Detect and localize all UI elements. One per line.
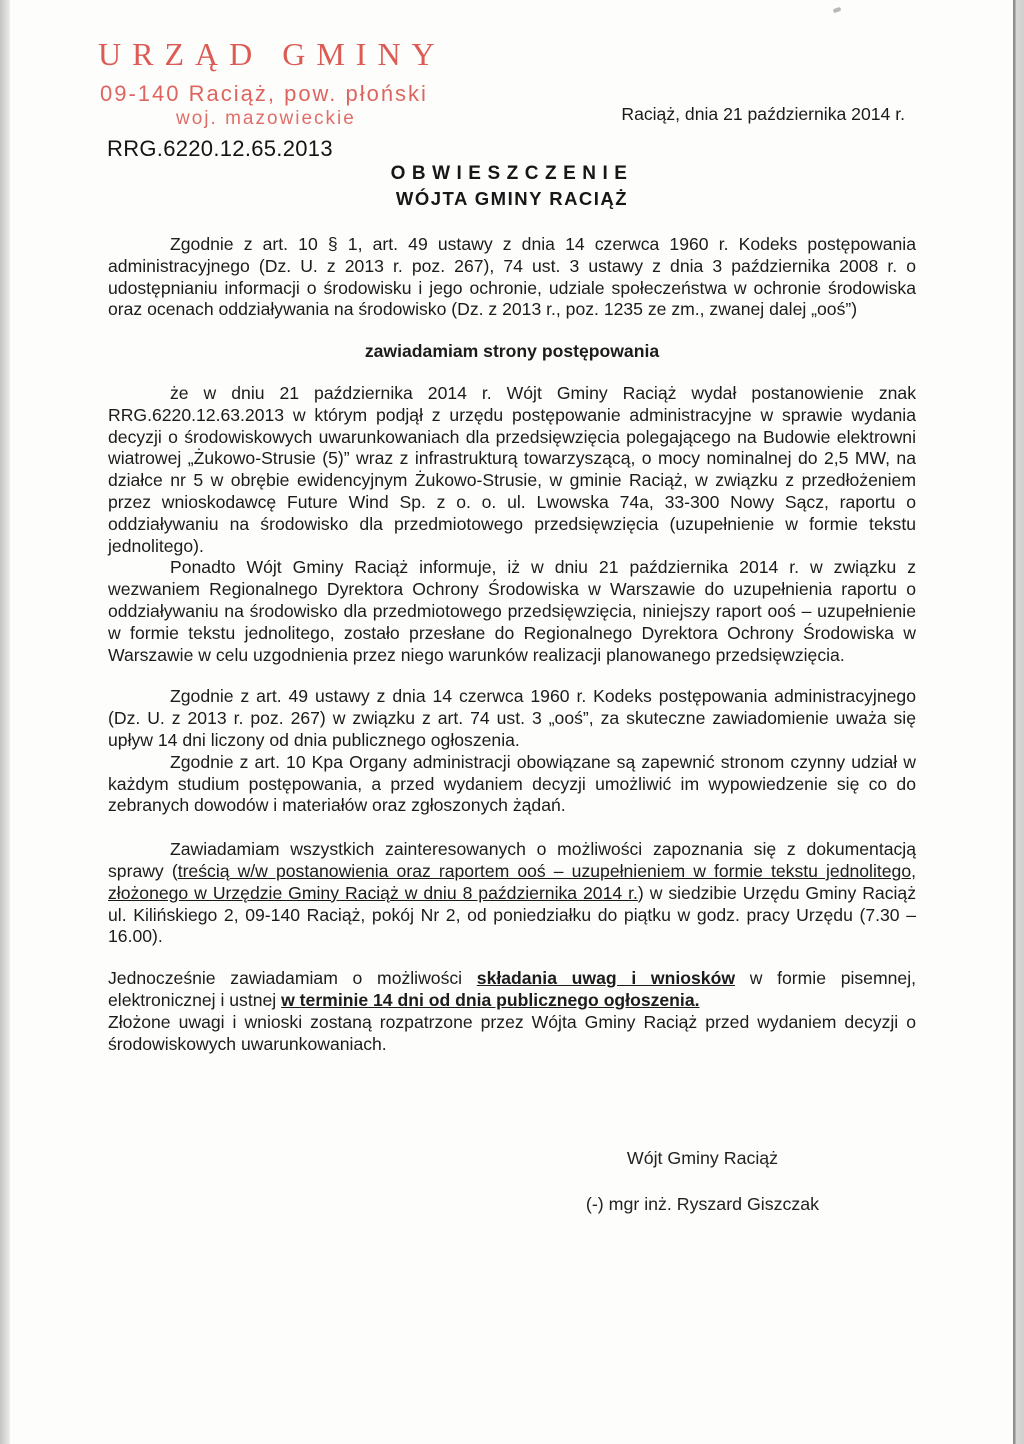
document-title-subject: WÓJTA GMINY RACIĄŻ (395, 188, 629, 209)
text-segment: Zawiadamiam wszystkich zainteresowanych o możliwości zapoznania się z dokumentacją sprawy ( (108, 839, 916, 881)
date-line: Raciąż, dnia 21 października 2014 r. (621, 104, 905, 124)
comments-paragraph (108, 968, 916, 1012)
scan-edge-right (1013, 0, 1024, 1444)
notice-heading (108, 341, 916, 363)
stamp-voivodeship-line: woj. mazowieckie (176, 108, 356, 129)
text-segment: w formie pisemnej, elektronicznej i ustnej (108, 968, 916, 1010)
text-segment: Zgodnie z art. 49 ustawy z dnia 14 czerwca 1960 r. Kodeks postępowania administracyjnego (Dz. U. z 2013 r. poz. 267) w związku z art. 74 ust. 3 „ooś”, za skuteczne zawiadomienie uważa się upływ 14 dni liczony od dnia publicznego ogłoszenia. (108, 686, 916, 750)
effective-notice-paragraph (108, 686, 916, 751)
text-segment: ) w siedzibie Urzędu Gminy Raciąż ul. Kilińskiego 2, 09-140 Raciąż, pokój Nr 2, od poniedziałku do piątku w godz. pracy Urzędu (7.30 – 16.00). (108, 882, 916, 947)
text-segment: składania uwag i wniosków (476, 968, 735, 989)
text-segment: Złożone uwagi i wnioski zostaną rozpatrzone przez Wójta Gminy Raciąż przed wydaniem decyzji o środowiskowych uwarunkowaniach. (108, 1011, 916, 1054)
supplement-paragraph (108, 557, 916, 666)
text-segment: że w dniu 21 października 2014 r. Wójt Gminy Raciąż wydał postanowienie znak RRG.6220.12.63.2013 w którym podjął z urzędu postępowanie administracyjne w sprawie wydania decyzji o środowiskowych uwarunkowaniach dla przedsięwzięcia polegającego na Budowie elektrowni wiatrowej „Żukowo-Strusie (5)” wraz z infrastrukturą towarzyszącą, o mocy nominalnej do 2,5 MW, na działce nr 5 w obrębie ewidencyjnym Żukowo-Strusie, w gminie Raciąż, w związku z przedłożeniem przez wnioskodawcę Future Wind Sp. z o. o. ul. Lwowska 74a, 33-300 Nowy Sącz, raportu o oddziaływaniu na środowisko dla przedmiotowego przedsięwzięcia (uzupełnienie w formie tekstu jednolitego). (108, 382, 916, 556)
scan-edge-left (0, 0, 10, 1444)
signature-name: (-) mgr inż. Ryszard Giszczak (585, 1194, 820, 1214)
text-segment: zawiadamiam strony postępowania (364, 341, 660, 362)
stamp-office-name: URZĄD GMINY (98, 36, 446, 72)
text-segment: Zgodnie z art. 10 § 1, art. 49 ustawy z dnia 14 czerwca 1960 r. Kodeks postępowania administracyjnego (Dz. U. z 2013 r. poz. 267), 74 ust. 3 ustawy z dnia 3 października 2008 r. o udostępnianiu informacji o środowisku i jego ochronie, udziale społeczeństwa w ochronie środowiska oraz ocenach oddziaływania na środowisko (Dz. z 2013 r., poz. 1235 ze zm., zwanej dalej „ooś”) (108, 234, 916, 320)
text-segment: treścią w/w postanowienia oraz raportem ooś – uzupełnieniem w formie tekstu jednolitego, złożonego w Urzędzie Gminy Raciąż w dniu 8 października 2014 r. (108, 860, 916, 903)
document-body (108, 234, 916, 1055)
document-title-block (0, 163, 1024, 210)
documentation-access-paragraph (108, 839, 916, 948)
legal-basis-paragraph (108, 234, 916, 321)
document-title: OBWIESZCZENIE (390, 163, 634, 184)
signature-role: Wójt Gminy Raciąż (626, 1148, 779, 1168)
decision-paragraph (108, 383, 916, 557)
signature-block (500, 1148, 905, 1215)
text-segment: Jednocześnie zawiadamiam o możliwości (108, 968, 477, 989)
comments-processing-paragraph (108, 1012, 916, 1056)
kpa-paragraph (108, 752, 916, 817)
text-segment: Ponadto Wójt Gminy Raciąż informuje, iż w dniu 21 października 2014 r. w związku z wezwaniem Regionalnego Dyrektora Ochrony Środowiska w Warszawie do uzupełnienia raportu o oddziaływaniu na środowisko dla przedmiotowego przedsięwzięcia, niniejszy raport ooś – uzupełnienie w formie tekstu jednolitego, zostało przesłane do Regionalnego Dyrektora Ochrony Środowiska w Warszawie w celu uzgodnienia przez niego warunków realizacji planowanego przedsięwzięcia. (108, 557, 916, 665)
scan-speck (833, 7, 842, 13)
office-stamp (98, 36, 446, 130)
text-segment: Zgodnie z art. 10 Kpa Organy administracji obowiązane są zapewnić stronom czynny udział w każdym studium postępowania, a przed wydaniem decyzji umożliwić im wypowiedzenie się co do zebranych dowodów i materiałów oraz zgłoszonych żądań. (108, 751, 916, 816)
text-segment: w terminie 14 dni od dnia publicznego ogłoszenia. (281, 989, 700, 1010)
reference-number: RRG.6220.12.65.2013 (107, 136, 333, 161)
stamp-address-line: 09-140 Raciąż, pow. płoński (100, 81, 428, 106)
